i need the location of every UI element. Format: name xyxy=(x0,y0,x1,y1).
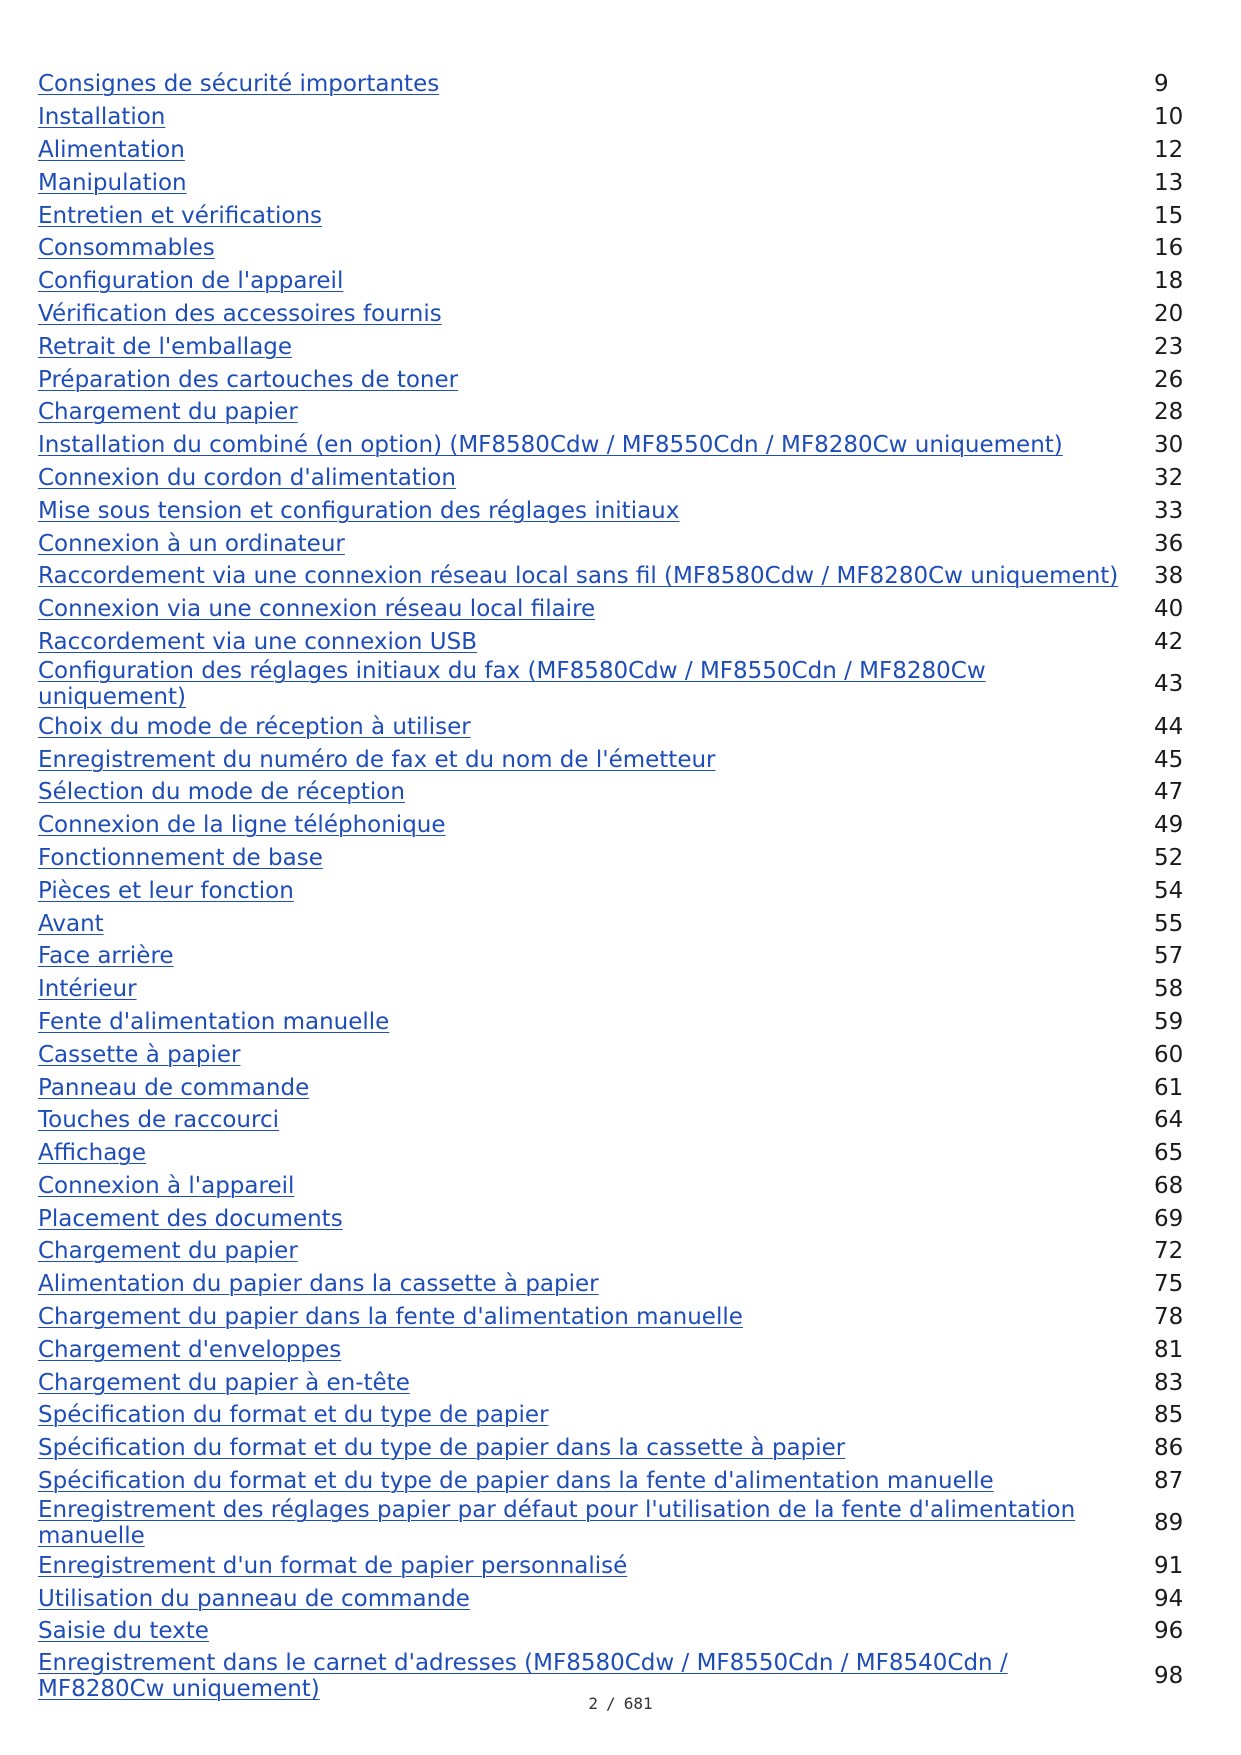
toc-entry-link[interactable]: Sélection du mode de réception xyxy=(38,779,405,806)
toc-entry-link[interactable]: Installation du combiné (en option) (MF8580Cdw / MF8550Cdn / MF8280Cw uniquement) xyxy=(38,432,1063,459)
toc-entry-page-number: 32 xyxy=(1154,464,1184,491)
toc-entry-link[interactable]: Cassette à papier xyxy=(38,1041,241,1068)
toc-entry-page-number: 16 xyxy=(1154,235,1184,262)
toc-entry-link[interactable]: Enregistrement dans le carnet d'adresses (MF8580Cdw / MF8550Cdn / MF8540Cdn / MF8280Cw uniquement) xyxy=(38,1649,1008,1702)
toc-entry-page-number: 81 xyxy=(1154,1336,1184,1363)
toc-entry xyxy=(38,1137,1188,1170)
toc-entry xyxy=(38,809,1188,842)
toc-entry-link[interactable]: Placement des documents xyxy=(38,1205,343,1232)
toc-entry-page-number: 91 xyxy=(1154,1552,1184,1579)
toc-entry-page-number: 78 xyxy=(1154,1304,1184,1331)
toc-entry-page-number: 94 xyxy=(1154,1585,1184,1612)
toc-entry-link[interactable]: Spécification du format et du type de papier dans la cassette à papier xyxy=(38,1435,846,1462)
toc-entry xyxy=(38,1071,1188,1104)
toc-entry-link[interactable]: Préparation des cartouches de toner xyxy=(38,366,459,393)
toc-entry xyxy=(38,199,1188,232)
footer-total-pages: 681 xyxy=(623,1694,653,1713)
toc-entry xyxy=(38,973,1188,1006)
toc-entry-link[interactable]: Chargement du papier xyxy=(38,399,298,426)
toc-entry-page-number: 75 xyxy=(1154,1271,1184,1298)
toc-entry-link[interactable]: Connexion à l'appareil xyxy=(38,1172,295,1199)
toc-entry-page-number: 23 xyxy=(1154,333,1184,360)
toc-entry xyxy=(38,494,1188,527)
toc-entry-page-number: 40 xyxy=(1154,596,1184,623)
toc-entry-link[interactable]: Intérieur xyxy=(38,976,137,1003)
toc-entry-page-number: 30 xyxy=(1154,432,1184,459)
toc-entry-link[interactable]: Configuration de l'appareil xyxy=(38,268,344,295)
toc-entry-link[interactable]: Fonctionnement de base xyxy=(38,844,323,871)
toc-entry xyxy=(38,330,1188,363)
toc-entry xyxy=(38,134,1188,167)
toc-entry xyxy=(38,527,1188,560)
toc-entry xyxy=(38,298,1188,331)
toc-entry xyxy=(38,1399,1188,1432)
toc-entry xyxy=(38,842,1188,875)
toc-entry xyxy=(38,429,1188,462)
toc-entry xyxy=(38,658,1188,710)
toc-entry-page-number: 26 xyxy=(1154,366,1184,393)
toc-entry-page-number: 49 xyxy=(1154,812,1184,839)
toc-entry-page-number: 36 xyxy=(1154,530,1184,557)
toc-entry-page-number: 12 xyxy=(1154,136,1184,163)
toc-entry-page-number: 59 xyxy=(1154,1008,1184,1035)
toc-entry xyxy=(38,1006,1188,1039)
toc-entry-page-number: 64 xyxy=(1154,1107,1184,1134)
toc-entry-link[interactable]: Spécification du format et du type de papier dans la fente d'alimentation manuelle xyxy=(38,1468,994,1495)
toc-entry-link[interactable]: Vérification des accessoires fournis xyxy=(38,300,442,327)
toc-entry-link[interactable]: Touches de raccourci xyxy=(38,1107,279,1134)
toc-entry xyxy=(38,462,1188,495)
toc-entry xyxy=(38,232,1188,265)
toc-entry-link[interactable]: Utilisation du panneau de commande xyxy=(38,1585,470,1612)
toc-entry xyxy=(38,396,1188,429)
toc-entry xyxy=(38,1104,1188,1137)
toc-entry xyxy=(38,1202,1188,1235)
toc-entry-page-number: 55 xyxy=(1154,910,1184,937)
toc-entry-page-number: 69 xyxy=(1154,1205,1184,1232)
toc-entry-link[interactable]: Chargement du papier à en-tête xyxy=(38,1369,410,1396)
toc-entry-page-number: 54 xyxy=(1154,877,1184,904)
page-footer xyxy=(0,1694,1241,1713)
toc-entry xyxy=(38,776,1188,809)
toc-entry xyxy=(38,593,1188,626)
toc-entry-page-number: 15 xyxy=(1154,202,1184,229)
toc-entry-page-number: 33 xyxy=(1154,497,1184,524)
toc-entry-link[interactable]: Face arrière xyxy=(38,943,174,970)
toc-entry-page-number: 72 xyxy=(1154,1238,1184,1265)
toc-entry xyxy=(38,1038,1188,1071)
toc-entry xyxy=(38,1268,1188,1301)
toc-entry-link[interactable]: Fente d'alimentation manuelle xyxy=(38,1008,390,1035)
toc-entry-link[interactable]: Entretien et vérifications xyxy=(38,202,323,229)
toc-entry-page-number: 45 xyxy=(1154,746,1184,773)
toc-entry xyxy=(38,1235,1188,1268)
toc-entry xyxy=(38,626,1188,659)
toc-entry-link[interactable]: Avant xyxy=(38,910,104,937)
toc-entry-link[interactable]: Enregistrement du numéro de fax et du nom de l'émetteur xyxy=(38,746,716,773)
toc-entry-link[interactable]: Chargement du papier dans la fente d'alimentation manuelle xyxy=(38,1304,743,1331)
toc-entry xyxy=(38,1549,1188,1582)
footer-separator: / xyxy=(606,1694,616,1713)
toc-entry xyxy=(38,101,1188,134)
toc-entry-link[interactable]: Chargement du papier xyxy=(38,1238,298,1265)
toc-entry-link[interactable]: Connexion via une connexion réseau local filaire xyxy=(38,596,596,623)
toc-entry-page-number: 96 xyxy=(1154,1618,1184,1645)
toc-entry-page-number: 83 xyxy=(1154,1369,1184,1396)
toc-entry-link[interactable]: Choix du mode de réception à utiliser xyxy=(38,713,471,740)
toc-entry-page-number: 85 xyxy=(1154,1402,1184,1429)
toc-entry-page-number: 47 xyxy=(1154,779,1184,806)
toc-entry xyxy=(38,1301,1188,1334)
toc-entry-page-number: 52 xyxy=(1154,844,1184,871)
toc-entry-page-number: 86 xyxy=(1154,1435,1184,1462)
toc-entry xyxy=(38,907,1188,940)
toc-entry-page-number: 65 xyxy=(1154,1140,1184,1167)
toc-entry-link[interactable]: Manipulation xyxy=(38,169,187,196)
toc-entry xyxy=(38,1465,1188,1498)
footer-current-page: 2 xyxy=(588,1694,599,1713)
toc-entry xyxy=(38,166,1188,199)
toc-entry-page-number: 43 xyxy=(1154,671,1184,698)
toc-entry-page-number: 13 xyxy=(1154,169,1184,196)
toc-entry-page-number: 89 xyxy=(1154,1510,1184,1537)
toc-entry-link[interactable]: Mise sous tension et configuration des réglages initiaux xyxy=(38,497,680,524)
toc-entry xyxy=(38,940,1188,973)
toc-entry-link[interactable]: Pièces et leur fonction xyxy=(38,877,294,904)
toc-entry-link[interactable]: Chargement d'enveloppes xyxy=(38,1336,342,1363)
toc-entry-link[interactable]: Consignes de sécurité importantes xyxy=(38,71,440,98)
toc-entry-link[interactable]: Configuration des réglages initiaux du fax (MF8580Cdw / MF8550Cdn / MF8280Cw uniquement) xyxy=(38,658,986,711)
toc-entry xyxy=(38,265,1188,298)
toc-entry-link[interactable]: Affichage xyxy=(38,1140,147,1167)
toc-entry xyxy=(38,1366,1188,1399)
toc-entry-page-number: 28 xyxy=(1154,399,1184,426)
toc-entry-page-number: 42 xyxy=(1154,628,1184,655)
toc-entry-link[interactable]: Connexion de la ligne téléphonique xyxy=(38,812,446,839)
toc-entry xyxy=(38,1432,1188,1465)
toc-entry-page-number: 20 xyxy=(1154,300,1184,327)
toc-entry-link[interactable]: Installation xyxy=(38,104,166,131)
toc-entry xyxy=(38,363,1188,396)
toc-entry-link[interactable]: Enregistrement des réglages papier par défaut pour l'utilisation de la fente d'alimentation manuelle xyxy=(38,1497,1076,1550)
toc-entry-page-number: 44 xyxy=(1154,713,1184,740)
toc-entry-page-number: 18 xyxy=(1154,268,1184,295)
toc-entry xyxy=(38,1615,1188,1648)
toc-entry-link[interactable]: Consommables xyxy=(38,235,215,262)
toc-entry-page-number: 61 xyxy=(1154,1074,1184,1101)
table-of-contents xyxy=(38,68,1188,1704)
toc-entry-link[interactable]: Raccordement via une connexion réseau local sans fil (MF8580Cdw / MF8280Cw uniquement) xyxy=(38,563,1119,590)
toc-entry-page-number: 57 xyxy=(1154,943,1184,970)
toc-entry xyxy=(38,68,1188,101)
toc-entry-page-number: 68 xyxy=(1154,1172,1184,1199)
toc-entry-page-number: 38 xyxy=(1154,563,1184,590)
toc-entry-link[interactable]: Retrait de l'emballage xyxy=(38,333,293,360)
toc-entry-page-number: 10 xyxy=(1154,104,1184,131)
toc-entry xyxy=(38,560,1188,593)
toc-entry-link[interactable]: Alimentation du papier dans la cassette à papier xyxy=(38,1271,599,1298)
toc-entry xyxy=(38,874,1188,907)
toc-entry-page-number: 58 xyxy=(1154,976,1184,1003)
toc-entry-page-number: 9 xyxy=(1154,71,1169,98)
toc-entry-link[interactable]: Connexion du cordon d'alimentation xyxy=(38,464,456,491)
toc-entry xyxy=(38,1497,1188,1549)
toc-entry-link[interactable]: Enregistrement d'un format de papier personnalisé xyxy=(38,1552,628,1579)
toc-entry-link[interactable]: Raccordement via une connexion USB xyxy=(38,628,478,655)
toc-entry xyxy=(38,1170,1188,1203)
toc-entry-link[interactable]: Alimentation xyxy=(38,136,185,163)
toc-entry xyxy=(38,1333,1188,1366)
toc-entry-link[interactable]: Connexion à un ordinateur xyxy=(38,530,345,557)
toc-entry-link[interactable]: Saisie du texte xyxy=(38,1618,209,1645)
toc-entry xyxy=(38,1582,1188,1615)
toc-entry-page-number: 87 xyxy=(1154,1468,1184,1495)
toc-entry-page-number: 98 xyxy=(1154,1662,1184,1689)
toc-entry xyxy=(38,710,1188,743)
toc-entry xyxy=(38,743,1188,776)
toc-entry-page-number: 60 xyxy=(1154,1041,1184,1068)
toc-entry-link[interactable]: Spécification du format et du type de papier xyxy=(38,1402,549,1429)
toc-entry-link[interactable]: Panneau de commande xyxy=(38,1074,310,1101)
